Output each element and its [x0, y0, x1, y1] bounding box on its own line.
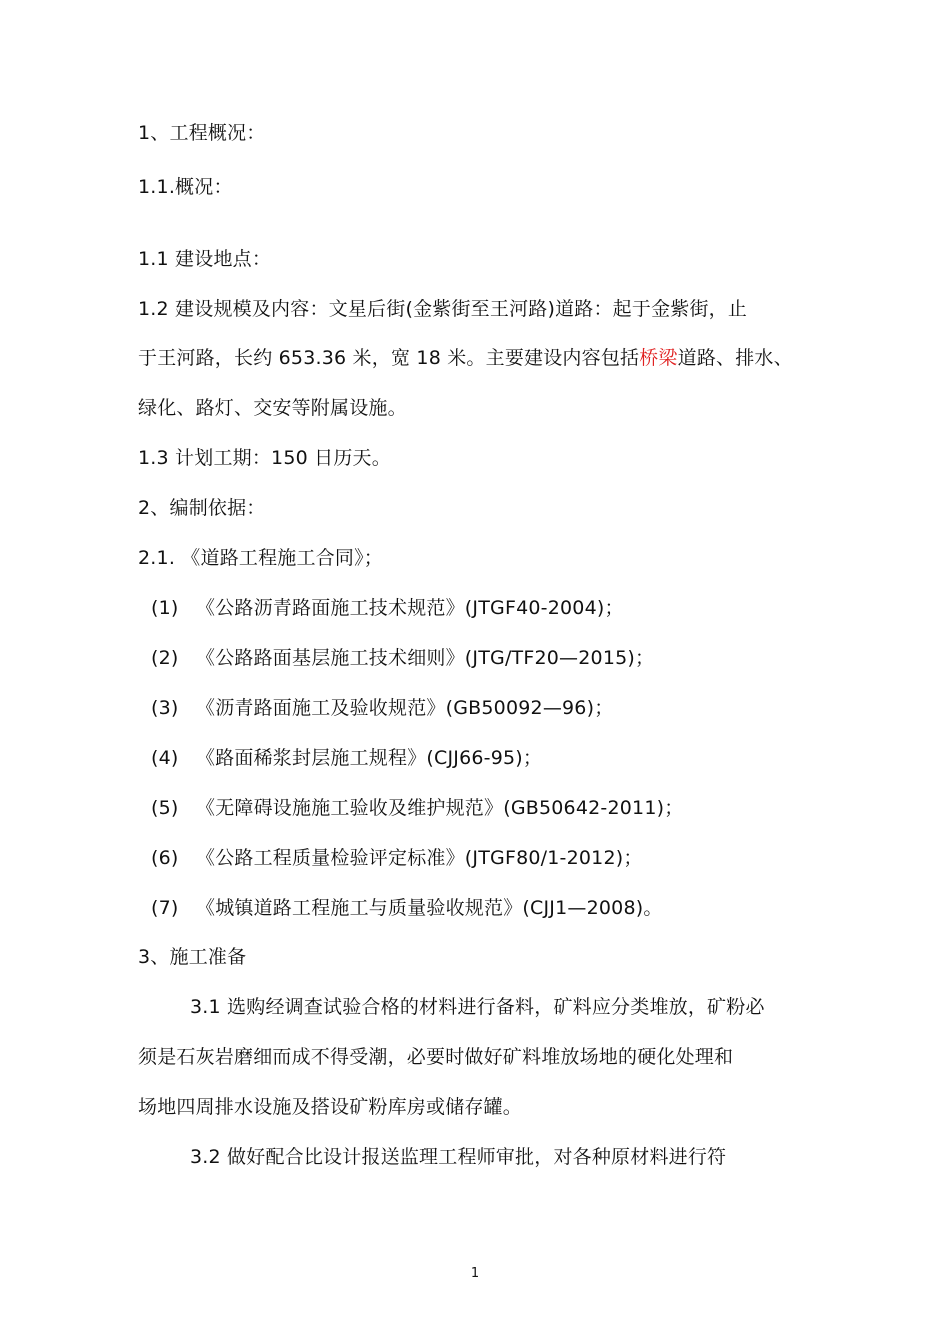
para-contract: 2.1. 《道路工程施工合同》；	[138, 547, 383, 569]
para-mix-design: 3.2 做好配合比设计报送监理工程师审批，对各种原材料进行符	[190, 1146, 727, 1168]
list-item-number: (2)	[151, 647, 179, 669]
list-item-text: 《公路路面基层施工技术细则》(JTG/TF20—2015)；	[196, 647, 655, 669]
para-scale-line3: 绿化、路灯、交安等附属设施。	[138, 397, 407, 419]
para-scale-line1: 1.2 建设规模及内容：文星后街(金紫街至王河路)道路：起于金紫街，止	[138, 298, 748, 320]
heading-basis: 2、编制依据：	[138, 497, 266, 519]
list-item-number: (3)	[151, 697, 179, 719]
para-schedule: 1.3 计划工期：150 日历天。	[138, 447, 391, 469]
para-materials-line1: 3.1 选购经调查试验合格的材料进行备料，矿料应分类堆放，矿粉必	[190, 996, 765, 1018]
list-item-text: 《无障碍设施施工验收及维护规范》(GB50642-2011)；	[196, 797, 684, 819]
list-item-text: 《公路工程质量检验评定标准》(JTGF80/1-2012)；	[196, 847, 643, 869]
para-scale-line2	[138, 346, 793, 370]
highlight-bridge: 桥梁	[639, 347, 678, 369]
scale-text-post: 道路、排水、	[677, 347, 793, 369]
heading-overview: 1.1.概况：	[138, 176, 233, 198]
list-item-number: (6)	[151, 847, 179, 869]
para-location: 1.1 建设地点：	[138, 248, 272, 270]
heading-project-overview: 1、工程概况：	[138, 122, 266, 144]
list-item-text: 《沥青路面施工及验收规范》(GB50092—96)；	[196, 697, 614, 719]
heading-preparation: 3、施工准备	[138, 946, 247, 968]
para-materials-line2: 须是石灰岩磨细而成不得受潮，必要时做好矿料堆放场地的硬化处理和	[138, 1046, 734, 1068]
list-item-number: (1)	[151, 597, 179, 619]
list-item-text: 《城镇道路工程施工与质量验收规范》(CJJ1—2008)。	[196, 897, 663, 919]
scale-text-pre: 于王河路，长约 653.36 米，宽 18 米。主要建设内容包括	[138, 347, 640, 369]
list-item-text: 《路面稀浆封层施工规程》(CJJ66-95)；	[196, 747, 543, 769]
list-item-text: 《公路沥青路面施工技术规范》(JTGF40-2004)；	[196, 597, 624, 619]
list-item-number: (5)	[151, 797, 179, 819]
para-materials-line3: 场地四周排水设施及搭设矿粉库房或储存罐。	[138, 1096, 523, 1118]
list-item-number: (7)	[151, 897, 179, 919]
list-item-number: (4)	[151, 747, 179, 769]
page-number: 1	[470, 1266, 480, 1281]
